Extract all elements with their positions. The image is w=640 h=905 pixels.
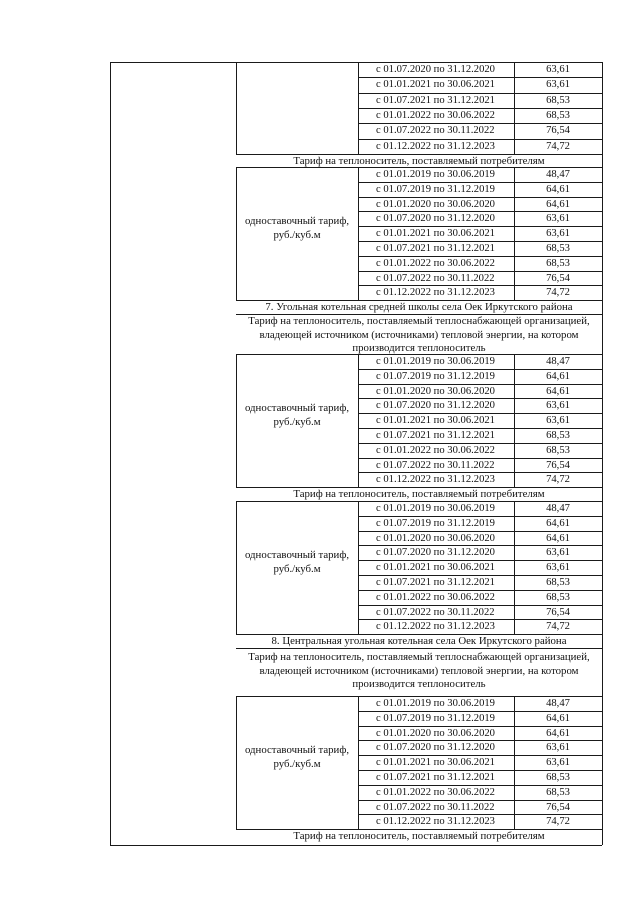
- table-rule: [358, 93, 602, 94]
- tariff-period: с 01.01.2022 по 30.06.2022: [376, 786, 495, 798]
- table-rule: [358, 560, 602, 561]
- tariff-period: с 01.01.2022 по 30.06.2022: [376, 257, 495, 269]
- tariff-value: 63,61: [546, 79, 570, 91]
- tariff-period: с 01.07.2021 по 31.12.2021: [376, 94, 495, 106]
- tariff-period: с 01.07.2019 по 31.12.2019: [376, 183, 495, 195]
- tariff-value: 64,61: [546, 532, 570, 544]
- table-rule: [358, 226, 602, 227]
- tariff-value: 63,61: [546, 213, 570, 225]
- tariff-value: 63,61: [546, 400, 570, 412]
- tariff-value: 76,54: [546, 606, 570, 618]
- tariff-period: с 01.07.2019 по 31.12.2019: [376, 517, 495, 529]
- table-rule: [358, 285, 602, 286]
- table-rule: [236, 648, 602, 649]
- table-rule: [110, 845, 602, 846]
- tariff-value: 68,53: [546, 772, 570, 783]
- tariff-value: 64,61: [546, 517, 570, 529]
- tariff-period: с 01.07.2019 по 31.12.2019: [376, 370, 495, 382]
- table-rule: [358, 139, 602, 140]
- table-rule: [358, 711, 602, 712]
- tariff-period: с 01.07.2020 по 31.12.2020: [376, 213, 495, 225]
- tariff-period: с 01.01.2019 по 30.06.2019: [376, 698, 495, 709]
- tariff-value: 68,53: [546, 591, 570, 603]
- tariff-period: с 01.01.2021 по 30.06.2021: [376, 757, 495, 769]
- table-rule: [358, 619, 602, 620]
- tariff-period: с 01.01.2020 по 30.06.2020: [376, 727, 495, 739]
- tariff-period: с 01.01.2019 по 30.06.2019: [376, 503, 495, 514]
- tariff-period: с 01.12.2022 по 31.12.2023: [376, 816, 495, 828]
- consumer-tariff-heading-3: Тариф на теплоноситель, поставляемый потребителям: [293, 830, 545, 842]
- table-rule: [358, 696, 359, 829]
- table-rule: [358, 413, 602, 414]
- table-rule: [358, 726, 602, 727]
- table-rule: [358, 123, 602, 124]
- table-rule: [110, 62, 602, 63]
- table-rule: [236, 696, 237, 829]
- table-rule: [358, 590, 602, 591]
- table-rule: [358, 443, 602, 444]
- rate-label: одноставочный тариф, руб./куб.м: [244, 744, 350, 770]
- tariff-period: с 01.07.2020 по 31.12.2020: [376, 64, 495, 75]
- table-rule: [358, 369, 602, 370]
- tariff-period: с 01.07.2022 по 30.11.2022: [376, 459, 495, 471]
- tariff-period: с 01.07.2021 по 31.12.2021: [376, 243, 495, 254]
- tariff-value: 63,61: [546, 415, 570, 427]
- tariff-value: 68,53: [546, 430, 570, 441]
- table-rule: [236, 501, 237, 634]
- tariff-value: 63,61: [546, 64, 570, 75]
- tariff-period: с 01.07.2022 по 30.11.2022: [376, 801, 495, 813]
- table-rule: [358, 605, 602, 606]
- tariff-period: с 01.12.2022 по 31.12.2023: [376, 140, 495, 152]
- tariff-period: с 01.07.2019 по 31.12.2019: [376, 712, 495, 724]
- tariff-value: 74,72: [546, 474, 570, 486]
- tariff-period: с 01.07.2020 по 31.12.2020: [376, 742, 495, 754]
- tariff-period: с 01.12.2022 по 31.12.2023: [376, 474, 495, 486]
- table-rule: [358, 785, 602, 786]
- tariff-value: 64,61: [546, 370, 570, 382]
- tariff-value: 48,47: [546, 356, 570, 367]
- tariff-period: с 01.01.2020 по 30.06.2020: [376, 198, 495, 210]
- tariff-period: с 01.01.2019 по 30.06.2019: [376, 169, 495, 180]
- tariff-value: 68,53: [546, 109, 570, 121]
- tariff-period: с 01.01.2022 по 30.06.2022: [376, 444, 495, 456]
- tariff-value: 68,53: [546, 243, 570, 254]
- table-rule: [358, 575, 602, 576]
- tariff-period: с 01.01.2020 по 30.06.2020: [376, 385, 495, 397]
- rate-label: одноставочный тариф, руб./куб.м: [244, 549, 350, 575]
- table-rule: [358, 531, 602, 532]
- table-rule: [358, 800, 602, 801]
- table-rule: [358, 167, 359, 300]
- table-rule: [358, 197, 602, 198]
- tariff-value: 48,47: [546, 503, 570, 514]
- table-rule: [358, 472, 602, 473]
- supply-tariff-heading-2: Тариф на теплоноситель, поставляемый теплоснабжающей организацией, владеющей источником (источниками) тепловой энергии, на котором производится теплоноситель: [248, 651, 590, 690]
- tariff-period: с 01.07.2022 по 30.11.2022: [376, 272, 495, 284]
- tariff-value: 64,61: [546, 385, 570, 397]
- tariff-value: 64,61: [546, 712, 570, 724]
- tariff-value: 76,54: [546, 459, 570, 471]
- tariff-value: 76,54: [546, 125, 570, 137]
- table-rule: [358, 398, 602, 399]
- supply-tariff-heading: Тариф на теплоноситель, поставляемый теплоснабжающей организацией, владеющей источником (источниками) тепловой энергии, на котором производится теплоноситель: [248, 315, 590, 354]
- tariff-value: 63,61: [546, 547, 570, 559]
- tariff-period: с 01.07.2021 по 31.12.2021: [376, 430, 495, 441]
- tariff-period: с 01.01.2021 по 30.06.2021: [376, 415, 495, 427]
- table-rule: [236, 167, 237, 300]
- table-rule: [358, 428, 602, 429]
- table-rule: [110, 62, 111, 845]
- tariff-value: 68,53: [546, 786, 570, 798]
- table-rule: [236, 696, 602, 697]
- consumer-tariff-heading-2: Тариф на теплоноситель, поставляемый потребителям: [293, 488, 545, 500]
- tariff-period: с 01.07.2020 по 31.12.2020: [376, 400, 495, 412]
- table-rule: [236, 167, 602, 168]
- consumer-tariff-heading: Тариф на теплоноситель, поставляемый потребителям: [293, 155, 545, 167]
- table-rule: [358, 354, 359, 487]
- tariff-period: с 01.01.2022 по 30.06.2022: [376, 109, 495, 121]
- table-rule: [358, 458, 602, 459]
- tariff-value: 64,61: [546, 198, 570, 210]
- tariff-value: 68,53: [546, 577, 570, 588]
- tariff-value: 64,61: [546, 183, 570, 195]
- tariff-value: 74,72: [546, 621, 570, 633]
- tariff-value: 68,53: [546, 444, 570, 456]
- tariff-value: 63,61: [546, 757, 570, 769]
- tariff-value: 63,61: [546, 562, 570, 574]
- table-rule: [358, 755, 602, 756]
- tariff-value: 48,47: [546, 169, 570, 180]
- table-rule: [236, 62, 237, 154]
- table-rule: [358, 501, 359, 634]
- tariff-value: 48,47: [546, 698, 570, 709]
- tariff-period: с 01.07.2020 по 31.12.2020: [376, 547, 495, 559]
- boiler-7-title: 7. Угольная котельная средней школы села Оек Иркутского района: [265, 301, 573, 313]
- table-rule: [358, 256, 602, 257]
- tariff-period: с 01.07.2021 по 31.12.2021: [376, 577, 495, 588]
- tariff-value: 74,72: [546, 140, 570, 152]
- tariff-period: с 01.07.2022 по 30.11.2022: [376, 606, 495, 618]
- tariff-value: 76,54: [546, 272, 570, 284]
- tariff-value: 63,61: [546, 742, 570, 754]
- tariff-value: 63,61: [546, 228, 570, 240]
- table-rule: [358, 211, 602, 212]
- table-rule: [358, 814, 602, 815]
- table-rule: [358, 241, 602, 242]
- table-rule: [602, 62, 603, 845]
- boiler-8-title: 8. Центральная угольная котельная села Оек Иркутского района: [271, 635, 567, 647]
- tariff-period: с 01.01.2019 по 30.06.2019: [376, 356, 495, 367]
- rate-label: одноставочный тариф, руб./куб.м: [244, 402, 350, 428]
- tariff-value: 68,53: [546, 257, 570, 269]
- table-rule: [236, 501, 602, 502]
- table-rule: [358, 545, 602, 546]
- tariff-period: с 01.07.2022 по 30.11.2022: [376, 125, 495, 137]
- table-rule: [358, 516, 602, 517]
- tariff-period: с 01.01.2021 по 30.06.2021: [376, 562, 495, 574]
- table-rule: [358, 77, 602, 78]
- table-rule: [236, 354, 602, 355]
- table-rule: [358, 740, 602, 741]
- tariff-period: с 01.12.2022 по 31.12.2023: [376, 287, 495, 299]
- tariff-period: с 01.07.2021 по 31.12.2021: [376, 772, 495, 783]
- rate-label: одноставочный тариф, руб./куб.м: [244, 215, 350, 241]
- tariff-value: 74,72: [546, 287, 570, 299]
- table-rule: [358, 182, 602, 183]
- tariff-period: с 01.01.2020 по 30.06.2020: [376, 532, 495, 544]
- tariff-value: 68,53: [546, 94, 570, 106]
- table-rule: [358, 384, 602, 385]
- tariff-period: с 01.01.2021 по 30.06.2021: [376, 79, 495, 91]
- tariff-period: с 01.01.2021 по 30.06.2021: [376, 228, 495, 240]
- tariff-value: 64,61: [546, 727, 570, 739]
- tariff-value: 76,54: [546, 801, 570, 813]
- table-rule: [236, 354, 237, 487]
- table-rule: [358, 108, 602, 109]
- tariff-period: с 01.01.2022 по 30.06.2022: [376, 591, 495, 603]
- table-rule: [358, 770, 602, 771]
- tariff-period: с 01.12.2022 по 31.12.2023: [376, 621, 495, 633]
- tariff-value: 74,72: [546, 816, 570, 828]
- table-rule: [358, 271, 602, 272]
